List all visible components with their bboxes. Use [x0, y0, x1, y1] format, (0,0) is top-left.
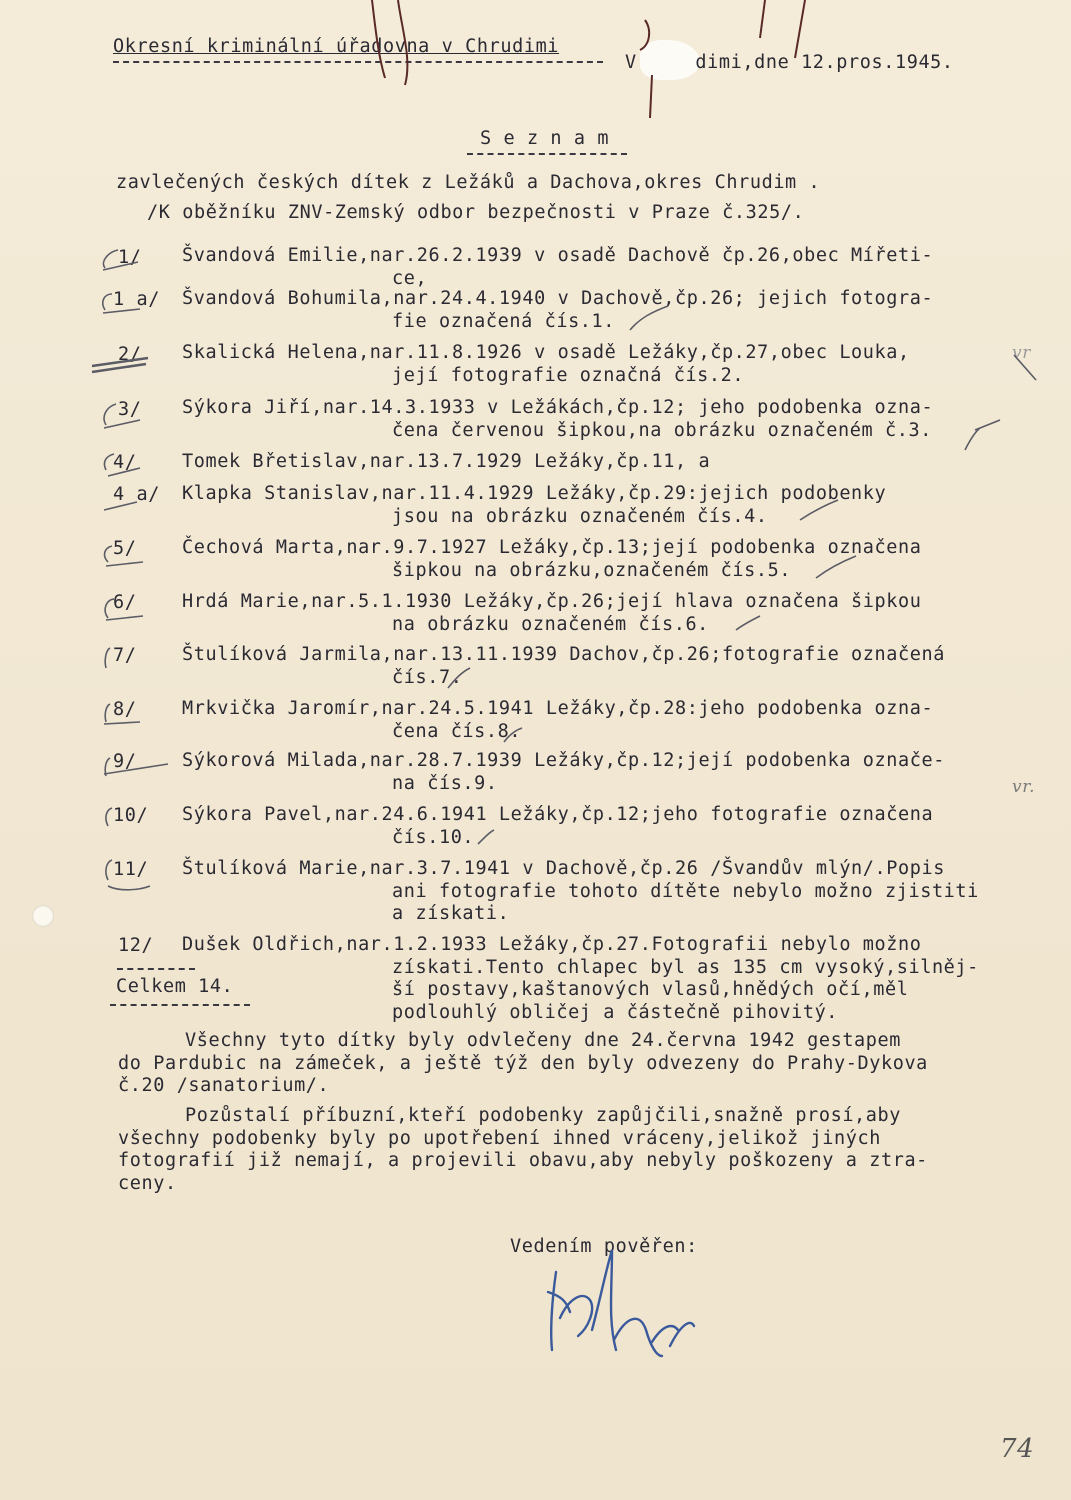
paragraph-line: do Pardubic na zámeček, a ještě týž den byly odvezeny do Prahy-Dykova	[118, 1052, 928, 1074]
paragraph-line: ceny.	[118, 1172, 177, 1194]
entry-line: její fotografie označná čís.2.	[392, 364, 745, 386]
entry-line: Dušek Oldřich,nar.1.2.1933 Ležáky,čp.27.Fotografii nebylo možno	[182, 934, 922, 955]
paragraph-line: fotografií již nemají, a projevili obavu,aby nebyly poškozeny a ztra-	[118, 1150, 928, 1171]
entry-number: 1/	[118, 247, 142, 268]
entry-line: podlouhlý obličej a částečně pihovitý.	[392, 1001, 839, 1023]
entry-line: Klapka Stanislav,nar.11.4.1929 Ležáky,čp.29:jejich podobenky	[182, 483, 887, 504]
entry-line: Tomek Břetislav,nar.13.7.1929 Ležáky,čp.11, a	[182, 451, 711, 472]
entry-line: Štulíková Marie,nar.3.7.1941 v Dachově,čp.26 /Švandův mlýn/.Popis	[182, 858, 945, 879]
entry-number: 6/	[113, 592, 137, 613]
entry-number: 5/	[113, 538, 137, 559]
entry-line: čena červenou šipkou,na obrázku označeném č.3.	[392, 419, 932, 441]
entry-line: Švandová Emilie,nar.26.2.1939 v osadě Dachově čp.26,obec Mířeti-	[182, 245, 934, 266]
signature-caption: Vedením pověřen:	[510, 1236, 698, 1257]
subtitle-line-2: /K oběžníku ZNV-Zemský odbor bezpečnosti v Praze č.325/.	[147, 202, 805, 223]
entry-line: Hrdá Marie,nar.5.1.1930 Ležáky,čp.26;její hlava označena šipkou	[182, 591, 922, 612]
entry-line: čís.10.	[392, 826, 475, 848]
margin-mark-vr: vr.	[1012, 777, 1036, 797]
entry-number: 4 a/	[113, 484, 160, 505]
entry-line: Sýkora Pavel,nar.24.6.1941 Ležáky,čp.12;jeho fotografie označena	[182, 804, 934, 825]
entry-line: ší postavy,kaštanových vlasů,hnědých očí,měl	[392, 979, 909, 1000]
entry-number: 1 a/	[113, 289, 160, 310]
page-number: 74	[1000, 1434, 1035, 1464]
entry-line: Mrkvička Jaromír,nar.24.5.1941 Ležáky,čp.28:jeho podobenka ozna-	[182, 698, 934, 719]
entry-line: Sýkorová Milada,nar.28.7.1939 Ležáky,čp.12;její podobenka označe-	[182, 750, 945, 771]
entry-line: na obrázku označeném čís.6.	[392, 613, 709, 635]
entry-number: 9/	[113, 751, 137, 772]
office-header: Okresní kriminální úřadovna v Chrudimi	[113, 36, 560, 57]
entry-line: ce,	[392, 267, 428, 289]
entry-line: ani fotografie tohoto dítěte nebylo možno zjistiti	[392, 880, 979, 902]
total-count: Celkem 14.	[116, 976, 234, 997]
document-title: S e z n a m	[480, 128, 610, 149]
entry-number: 12/	[118, 935, 154, 956]
entry-line: získati.Tento chlapec byl as 135 cm vysoký,silněj-	[392, 956, 979, 978]
paragraph-line: všechny podobenky byly po upotřebení ihned vráceny,jelikož jiných	[118, 1127, 881, 1149]
entry-line: šipkou na obrázku,označeném čís.5.	[392, 559, 792, 581]
entry-line: fie označená čís.1.	[392, 310, 616, 332]
margin-mark-vr: vr	[1012, 343, 1031, 363]
entry-line: jsou na obrázku označeném čís.4.	[392, 505, 768, 527]
entry-line: Sýkora Jiří,nar.14.3.1933 v Ležákách,čp.12; jeho podobenka ozna-	[182, 397, 934, 418]
entry-number: 4/	[113, 452, 137, 473]
entry-number: 2/	[118, 344, 142, 365]
subtitle-line-1: zavlečených českých dítek z Ležáků a Dachova,okres Chrudim .	[116, 172, 821, 193]
entry-line: Švandová Bohumila,nar.24.4.1940 v Dachově,čp.26; jejich fotogra-	[182, 288, 934, 309]
place-date: V dimi,dne 12.pros.1945.	[625, 52, 954, 73]
entry-line: na čís.9.	[392, 772, 498, 794]
paragraph-line: Všechny tyto dítky byly odvlečeny dne 24.června 1942 gestapem	[185, 1030, 902, 1051]
entry-line: Skalická Helena,nar.11.8.1926 v osadě Ležáky,čp.27,obec Louka,	[182, 342, 910, 363]
entry-line: a získati.	[392, 903, 510, 924]
paragraph-line: Pozůstalí příbuzní,kteří podobenky zapůjčili,snažně prosí,aby	[185, 1105, 902, 1126]
entry-number: 11/	[113, 859, 149, 880]
entry-number: 3/	[118, 399, 142, 420]
paragraph-line: č.20 /sanatorium/.	[118, 1075, 330, 1096]
entry-number: 10/	[113, 805, 149, 826]
entry-line: čena čís.8.	[392, 720, 522, 742]
entry-number: 7/	[113, 645, 137, 666]
entry-line: Čechová Marta,nar.9.7.1927 Ležáky,čp.13;její podobenka označena	[182, 537, 922, 558]
entry-line: Štulíková Jarmila,nar.13.11.1939 Dachov,čp.26;fotografie označená	[182, 644, 945, 665]
entry-number: 8/	[113, 699, 137, 720]
entry-line: čís.7.	[392, 666, 463, 688]
